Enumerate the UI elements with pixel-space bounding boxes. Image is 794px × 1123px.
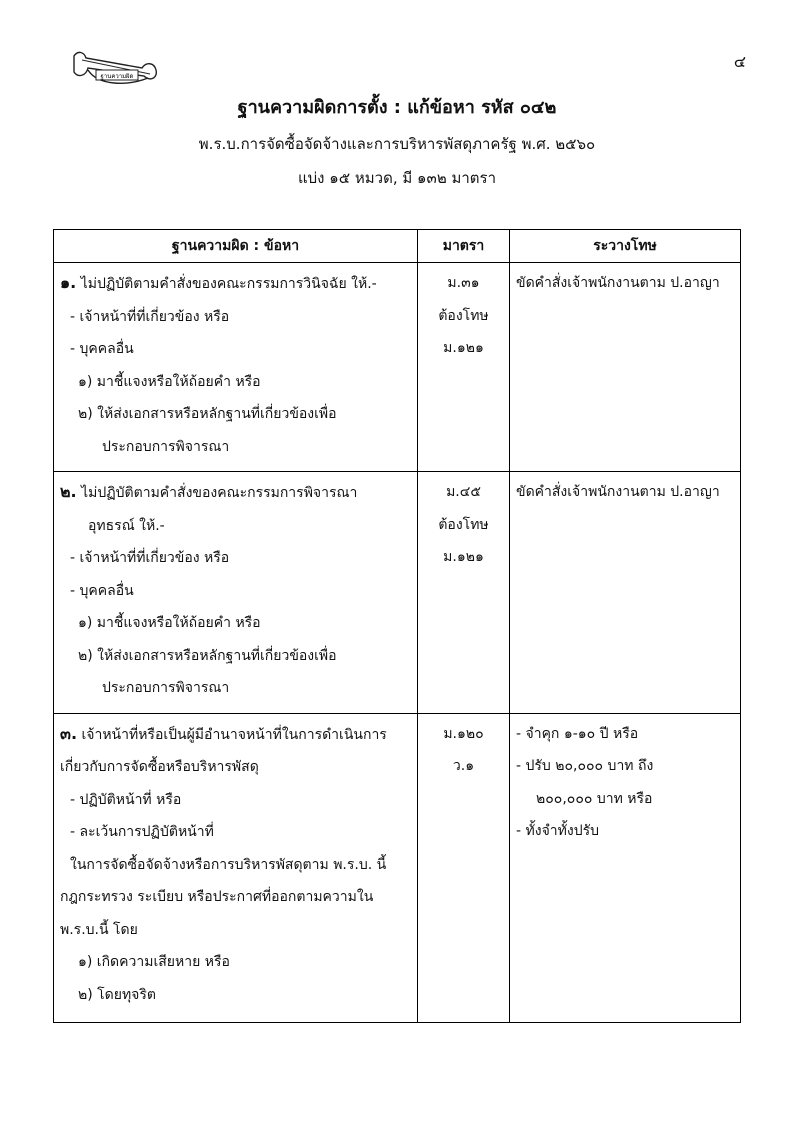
- offense-table: [53, 229, 741, 1023]
- table-row: [54, 263, 741, 472]
- section-line: ม.๔๕: [446, 484, 481, 500]
- page-number: ๔: [733, 52, 746, 71]
- offense-line: เจ้าหน้าที่หรือเป็นผู้มีอำนาจหน้าที่ในการดำเนินการ: [81, 726, 387, 743]
- row-number: ๑.: [60, 273, 77, 292]
- section-cell: [418, 713, 510, 1022]
- row-number: ๓.: [60, 723, 78, 743]
- section-cell: [418, 472, 510, 714]
- offense-line: พ.ร.บ.นี้ โดย: [60, 921, 138, 938]
- table-header-row: [54, 230, 741, 263]
- offense-line: อุทธรณ์ ให้.-: [88, 517, 165, 534]
- section-line: ม.๑๒๐: [443, 725, 484, 742]
- offense-line: ประกอบการพิจารณา: [102, 680, 230, 696]
- scroll-logo-icon: [68, 46, 160, 90]
- offense-line: ในการจัดซื้อจัดจ้างหรือการบริหารพัสดุตาม พ.ร.บ. นี้: [70, 856, 387, 873]
- offense-line: ๒) โดยทุจริต: [78, 986, 156, 1003]
- section-line: ว.๑: [452, 758, 475, 774]
- penalty-line: - ทั้งจำทั้งปรับ: [516, 823, 599, 839]
- penalty-line: ขัดคำสั่งเจ้าพนักงานตาม ป.อาญา: [516, 275, 720, 291]
- offense-line: - ละเว้นการปฏิบัติหน้าที่: [70, 824, 214, 840]
- offense-line: ๑) มาชี้แจงหรือให้ถ้อยคำ หรือ: [78, 373, 261, 390]
- offense-line: ไม่ปฏิบัติตามคำสั่งของคณะกรรมการพิจารณา: [81, 485, 358, 501]
- section-line: ต้องโทษ: [438, 307, 489, 324]
- offense-line: - ปฏิบัติหน้าที่ หรือ: [70, 791, 182, 808]
- table-row: [54, 713, 741, 1022]
- offense-line: ๒) ให้ส่งเอกสารหรือหลักฐานที่เกี่ยวข้องเพื่อ: [78, 406, 337, 422]
- offense-cell: [54, 263, 418, 472]
- offense-line: ไม่ปฏิบัติตามคำสั่งของคณะกรรมการวินิจฉัย ให้.-: [80, 276, 377, 292]
- offense-cell: [54, 472, 418, 714]
- row-number: ๒.: [60, 482, 77, 501]
- penalty-cell: [510, 713, 741, 1022]
- offense-cell: [54, 713, 418, 1022]
- offense-line: ๒) ให้ส่งเอกสารหรือหลักฐานที่เกี่ยวข้องเพื่อ: [78, 647, 337, 664]
- section-line: ม.๑๒๑: [443, 549, 484, 565]
- offense-line: - เจ้าหน้าที่ที่เกี่ยวข้อง หรือ: [70, 550, 230, 566]
- offense-line: - บุคคลอื่น: [70, 341, 134, 357]
- page-title: ฐานความผิดการตั้ง : แก้ข้อหา รหัส ๐๔๒: [237, 97, 557, 118]
- offense-line: ๑) มาชี้แจงหรือให้ถ้อยคำ หรือ: [78, 615, 261, 631]
- offense-line: - บุคคลอื่น: [70, 582, 134, 599]
- offense-line: เกี่ยวกับการจัดซื้อหรือบริหารพัสดุ: [60, 759, 259, 775]
- page-subtitle: พ.ร.บ.การจัดซื้อจัดจ้างและการบริหารพัสดุภาครัฐ พ.ศ. ๒๕๖๐: [198, 135, 596, 153]
- offense-line: - เจ้าหน้าที่ที่เกี่ยวข้อง หรือ: [70, 308, 230, 325]
- section-line: ม.๓๑: [447, 275, 480, 291]
- page-subtitle-chapters: แบ่ง ๑๕ หมวด, มี ๑๓๒ มาตรา: [297, 169, 497, 187]
- column-header-offense: ฐานความผิด : ข้อหา: [54, 230, 418, 263]
- penalty-line: - ปรับ ๒๐,๐๐๐ บาท ถึง: [516, 758, 654, 774]
- penalty-line: - จำคุก ๑-๑๐ ปี หรือ: [516, 725, 639, 742]
- section-cell: [418, 263, 510, 472]
- offense-line: ๑) เกิดความเสียหาย หรือ: [78, 954, 230, 970]
- logo-text: ฐานความผิด: [100, 73, 134, 80]
- column-header-section: มาตรา: [418, 230, 510, 263]
- column-header-penalty: ระวางโทษ: [510, 230, 741, 263]
- offense-line: ประกอบการพิจารณา: [102, 438, 230, 455]
- penalty-line: ๒๐๐,๐๐๐ บาท หรือ: [536, 790, 653, 807]
- penalty-cell: [510, 472, 741, 714]
- table-row: [54, 472, 741, 714]
- penalty-line: ขัดคำสั่งเจ้าพนักงานตาม ป.อาญา: [516, 484, 720, 500]
- penalty-cell: [510, 263, 741, 472]
- offense-line: กฎกระทรวง ระเบียบ หรือประกาศที่ออกตามความใน: [60, 889, 374, 905]
- section-line: ต้องโทษ: [438, 516, 489, 533]
- section-line: ม.๑๒๑: [443, 340, 484, 356]
